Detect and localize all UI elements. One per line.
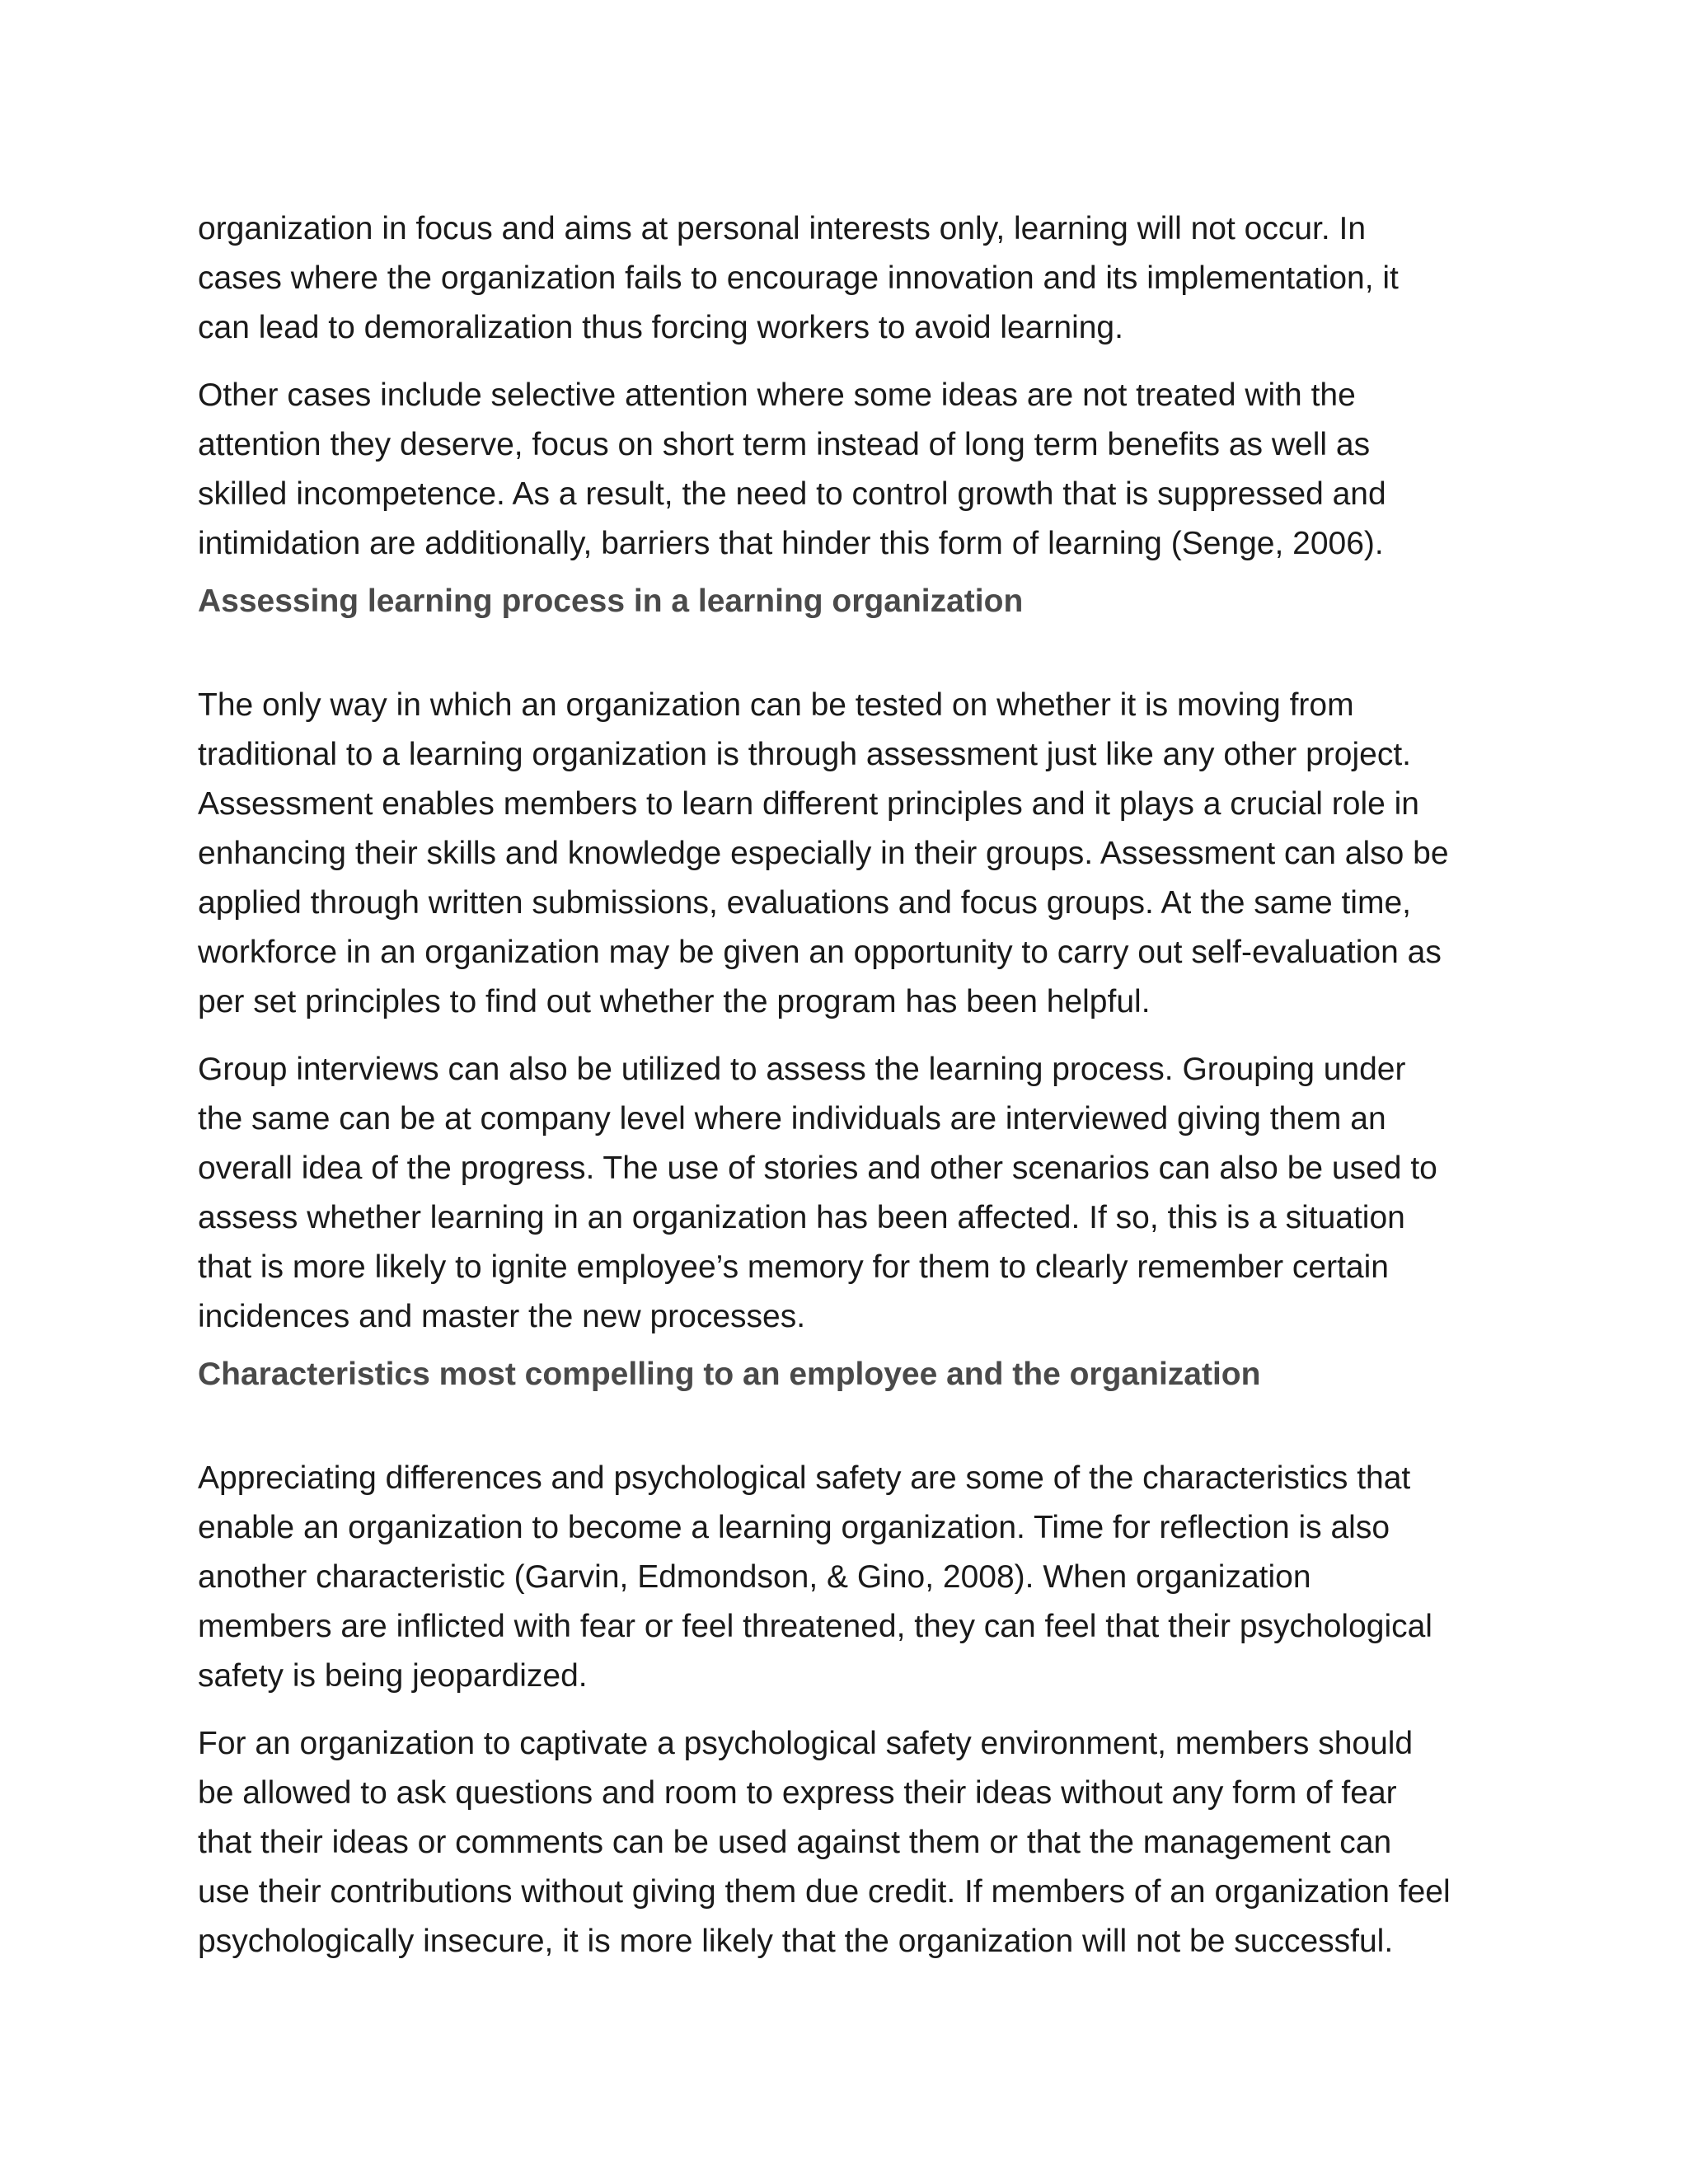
paragraph-line: enable an organization to become a learning organization. Time for reflection is also	[198, 1510, 1390, 1545]
body-paragraph	[198, 681, 1500, 1027]
paragraph-line: psychologically insecure, it is more likely that the organization will not be successful.	[198, 1924, 1394, 1959]
paragraph-line: cases where the organization fails to encourage innovation and its implementation, it	[198, 260, 1399, 296]
body-paragraph	[198, 1719, 1500, 1966]
paragraph-line: that is more likely to ignite employee’s memory for them to clearly remember certain	[198, 1249, 1389, 1285]
paragraph-line: For an organization to captivate a psychological safety environment, members should	[198, 1726, 1414, 1761]
paragraph-line: organization in focus and aims at personal interests only, learning will not occur. In	[198, 211, 1367, 246]
paragraph-line: traditional to a learning organization is through assessment just like any other project.	[198, 737, 1411, 772]
paragraph-line: use their contributions without giving them due credit. If members of an organization feel	[198, 1874, 1451, 1910]
paragraph-line: safety is being jeopardized.	[198, 1658, 588, 1694]
paragraph-line: applied through written submissions, evaluations and focus groups. At the same time,	[198, 885, 1411, 921]
section-heading: Assessing learning process in a learning organization	[198, 583, 1024, 619]
paragraph-line: Group interviews can also be utilized to assess the learning process. Grouping under	[198, 1052, 1406, 1087]
paragraph-line: another characteristic (Garvin, Edmondson, & Gino, 2008). When organization	[198, 1559, 1311, 1595]
paragraph-line: workforce in an organization may be given an opportunity to carry out self-evaluation as	[198, 935, 1442, 970]
paragraph-line: Assessment enables members to learn different principles and it plays a crucial role in	[198, 786, 1419, 822]
paragraph-line: that their ideas or comments can be used against them or that the management can	[198, 1825, 1392, 1860]
paragraph-line: incidences and master the new processes.	[198, 1299, 806, 1334]
paragraph-line: enhancing their skills and knowledge especially in their groups. Assessment can also be	[198, 836, 1449, 871]
paragraph-line: The only way in which an organization can be tested on whether it is moving from	[198, 687, 1354, 723]
paragraph-line: Appreciating differences and psychological safety are some of the characteristics that	[198, 1460, 1411, 1496]
body-paragraph	[198, 1454, 1500, 1701]
paragraph-line: overall idea of the progress. The use of stories and other scenarios can also be used to	[198, 1151, 1437, 1186]
paragraph-line: assess whether learning in an organization has been affected. If so, this is a situation	[198, 1200, 1405, 1235]
body-paragraph	[198, 1045, 1500, 1342]
section-heading: Characteristics most compelling to an employee and the organization	[198, 1357, 1261, 1392]
paragraph-line: attention they deserve, focus on short term instead of long term benefits as well as	[198, 427, 1371, 462]
paragraph-line: the same can be at company level where individuals are interviewed giving them an	[198, 1101, 1386, 1137]
paragraph-line: intimidation are additionally, barriers that hinder this form of learning (Senge, 2006).	[198, 526, 1384, 561]
body-paragraph	[198, 204, 1500, 353]
body-paragraph	[198, 371, 1500, 569]
paragraph-line: can lead to demoralization thus forcing workers to avoid learning.	[198, 310, 1123, 345]
paragraph-line: be allowed to ask questions and room to express their ideas without any form of fear	[198, 1775, 1397, 1811]
paragraph-line: per set principles to find out whether the program has been helpful.	[198, 984, 1151, 1019]
document-body	[198, 204, 1500, 1966]
paragraph-line: Other cases include selective attention where some ideas are not treated with the	[198, 377, 1356, 413]
paragraph-line: members are inflicted with fear or feel threatened, they can feel that their psychological	[198, 1609, 1432, 1644]
paragraph-line: skilled incompetence. As a result, the need to control growth that is suppressed and	[198, 476, 1386, 512]
